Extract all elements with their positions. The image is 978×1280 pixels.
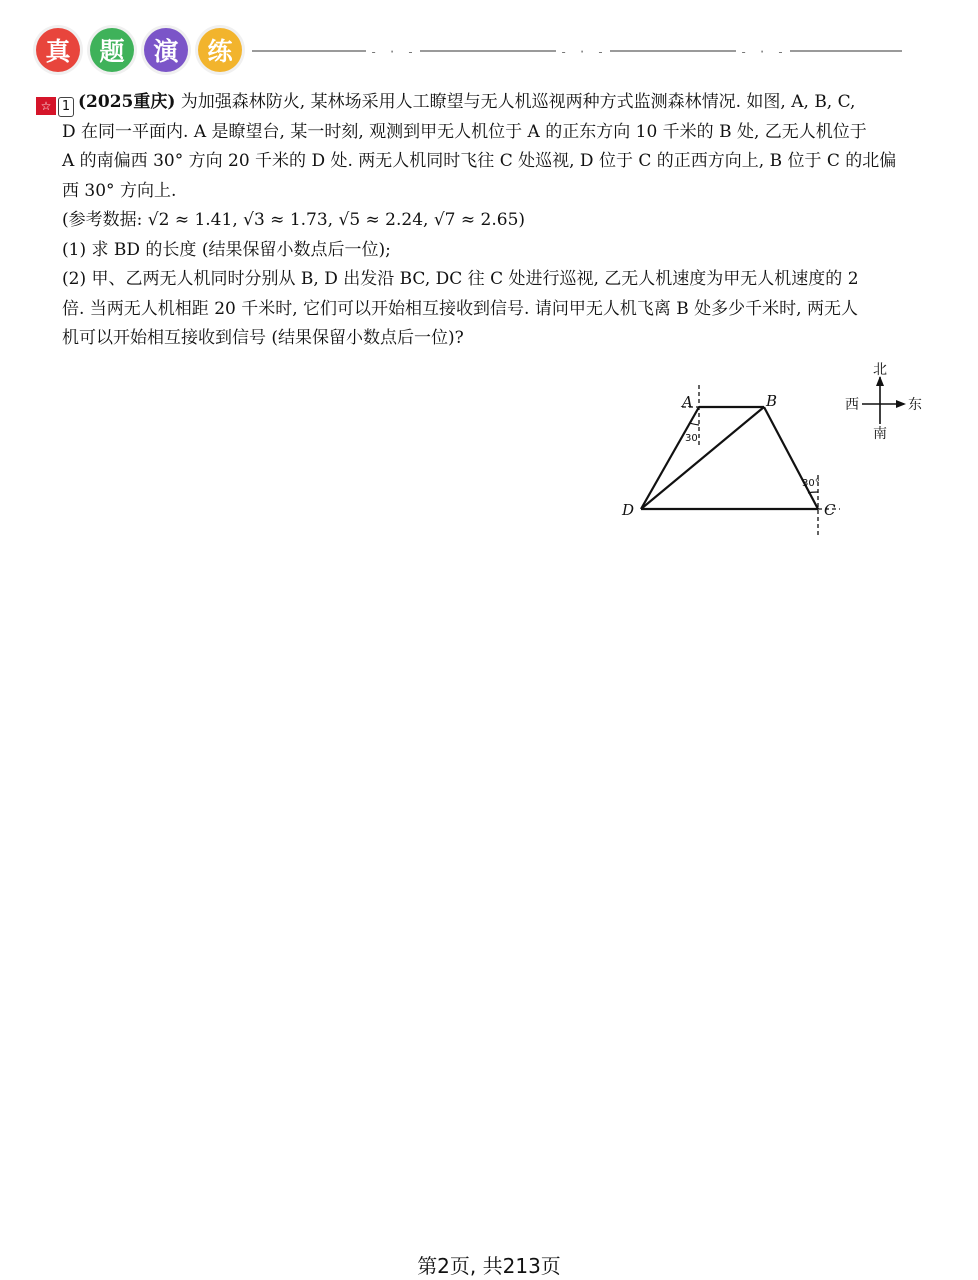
label-point-b: B: [766, 392, 778, 410]
problem-stem-line-1: [36, 88, 936, 118]
geometry-figure: [612, 380, 852, 540]
title-badge-3: 演: [144, 28, 188, 72]
difficulty-star-icon: ☆: [36, 97, 56, 115]
compass-rose: [838, 362, 928, 442]
compass-west: 西: [845, 397, 859, 413]
title-badge-2: 题: [90, 28, 134, 72]
problem-source: (2025重庆): [78, 92, 176, 112]
title-badges: [36, 28, 242, 72]
segment-bc: [764, 407, 818, 509]
title-badge-4: 练: [198, 28, 242, 72]
reference-data: (参考数据: √2 ≈ 1.41, √3 ≈ 1.73, √5 ≈ 2.24, √7 ≈ 2.65): [62, 210, 526, 230]
title-badge-1: 真: [36, 28, 80, 72]
problem-number: 1: [58, 97, 74, 117]
page-footer: 第2页, 共213页: [417, 1254, 561, 1278]
segment-bd: [641, 407, 764, 509]
question-part-1: (1) 求 BD 的长度 (结果保留小数点后一位);: [62, 239, 391, 260]
question-part-2-line-2: 倍. 当两无人机相距 20 千米时, 它们可以开始相互接收到信号. 请问甲无人机飞离 B 处多少千米时, 两无人: [62, 298, 858, 319]
angle-arc-c: [808, 492, 818, 493]
question-part-2-line-3: 机可以开始相互接收到信号 (结果保留小数点后一位)?: [62, 328, 464, 348]
problem-block: [36, 88, 936, 354]
compass-east: 东: [908, 397, 922, 413]
problem-stem-line-3: A 的南偏西 30° 方向 20 千米的 D 处. 两无人机同时飞往 C 处巡视, D 位于 C 的正西方向上, B 位于 C 的北偏: [62, 151, 897, 171]
label-angle-c: 30°: [802, 478, 820, 489]
label-point-a: A: [682, 393, 693, 411]
problem-stem-line-2: D 在同一平面内. A 是瞭望台, 某一时刻, 观测到甲无人机位于 A 的正东方向 10 千米的 B 处, 乙无人机位于: [62, 121, 867, 142]
east-arrow-icon: [896, 400, 906, 408]
label-angle-a: 30: [685, 433, 698, 444]
label-point-c: C: [824, 501, 836, 519]
section-header: [36, 28, 946, 80]
label-point-d: D: [622, 501, 635, 519]
problem-stem-text: 为加强森林防火, 某林场采用人工瞭望与无人机巡视两种方式监测森林情况. 如图, A, B, C,: [175, 92, 856, 112]
segment-ad: [641, 407, 699, 509]
compass-south: 南: [873, 426, 887, 442]
header-divider-dots: - · -: [736, 45, 790, 59]
angle-arc-a: [690, 423, 699, 425]
compass-north: 北: [873, 362, 887, 378]
header-divider-dots: - · -: [556, 45, 610, 59]
question-part-2-line-1: (2) 甲、乙两无人机同时分别从 B, D 出发沿 BC, DC 往 C 处进行巡视, 乙无人机速度为甲无人机速度的 2: [62, 269, 859, 289]
header-divider-dots: - · -: [366, 45, 420, 59]
problem-stem-line-4: 西 30° 方向上.: [62, 180, 177, 201]
